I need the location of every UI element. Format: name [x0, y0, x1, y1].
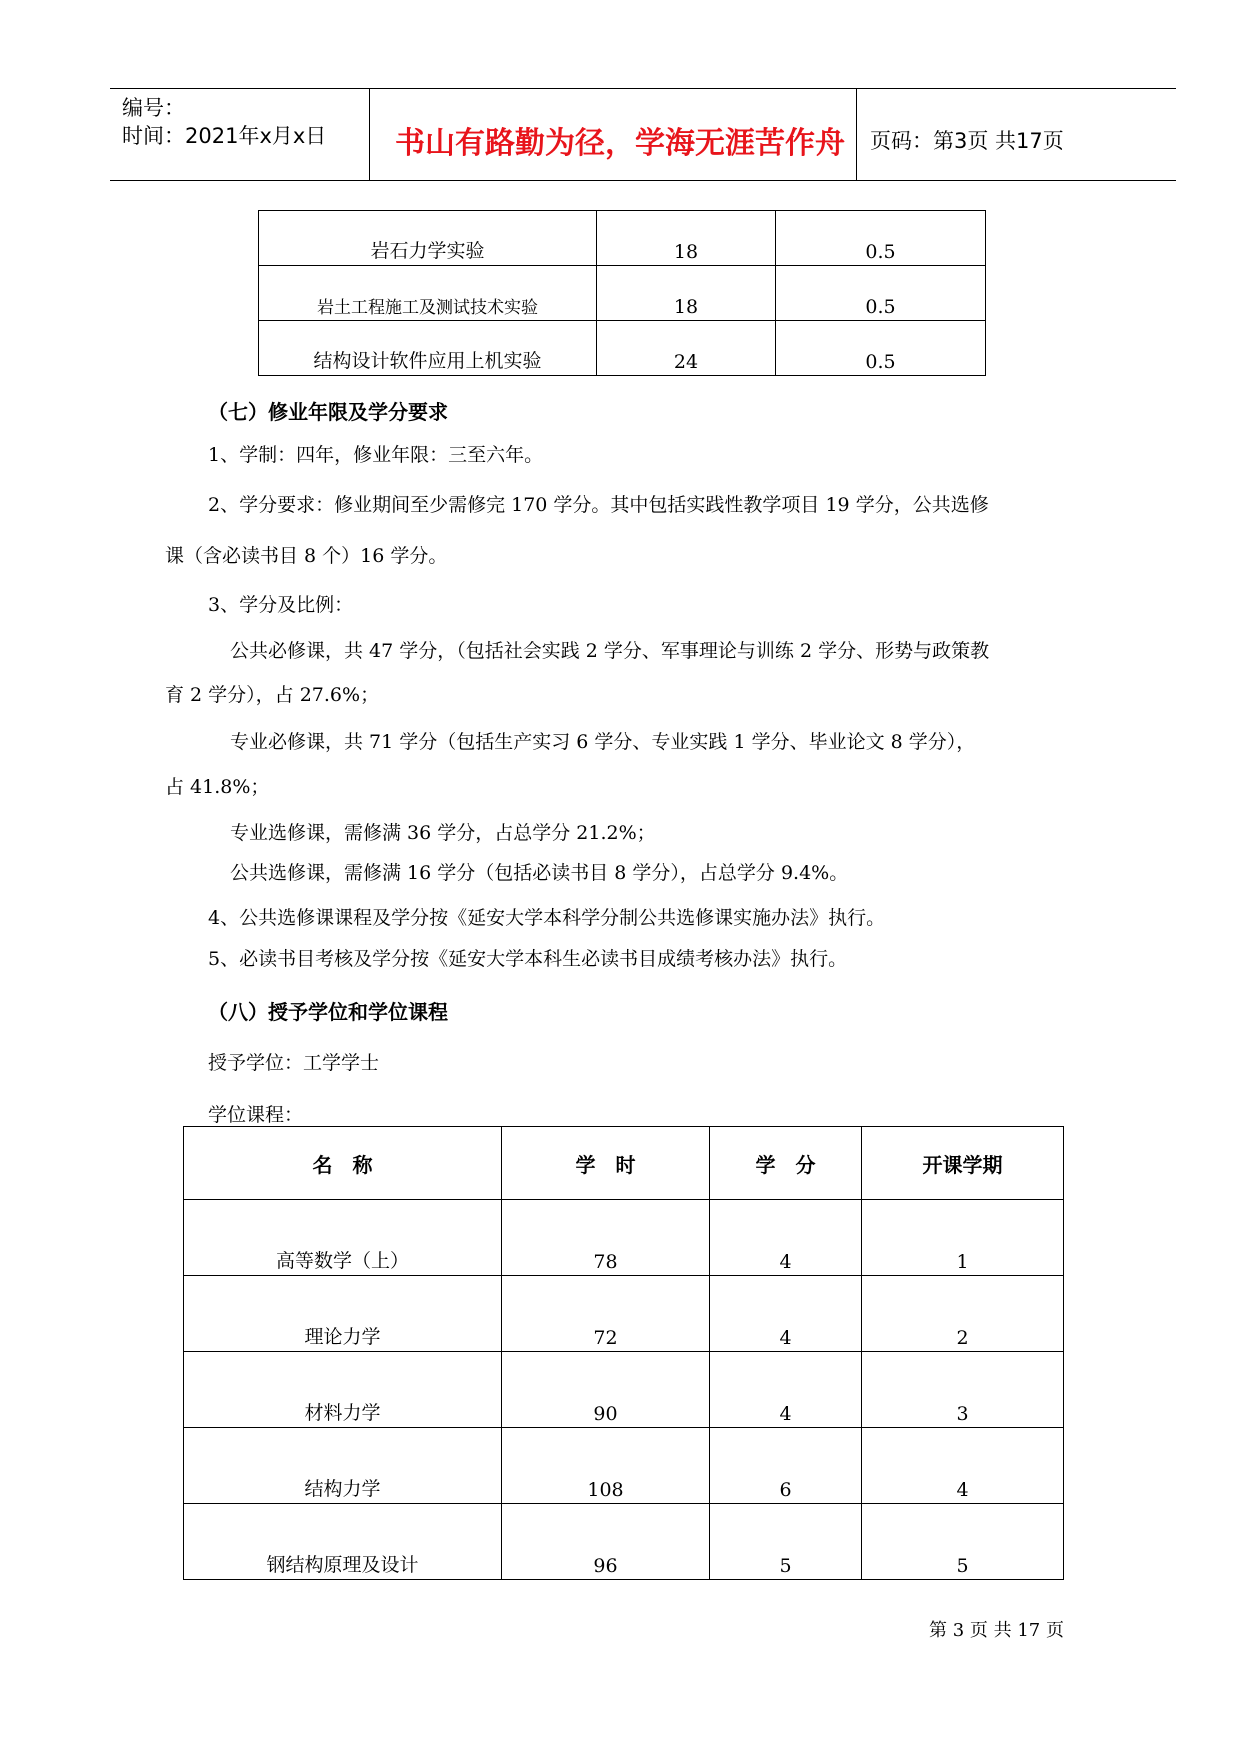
table-cell-hours: 72	[502, 1276, 710, 1352]
header-divider-right	[856, 88, 857, 180]
header-page-code: 页码：第3页 共17页	[870, 129, 1064, 153]
table-cell-hours: 78	[502, 1200, 710, 1276]
table-header-row	[184, 1127, 1064, 1200]
table-cell-name: 岩石力学实验	[259, 211, 597, 266]
courses-label: 学位课程：	[208, 1104, 304, 1126]
paragraph: 1、学制：四年，修业年限：三至六年。	[208, 444, 544, 466]
header-motto: 书山有路勤为径，学海无涯苦作舟	[395, 126, 845, 161]
table-cell-credits: 0.5	[776, 211, 986, 266]
paragraph: 公共必修课，共 47 学分，（包括社会实践 2 学分、军事理论与训练 2 学分、形势与政策教	[230, 640, 990, 662]
table-cell-semester: 2	[862, 1276, 1064, 1352]
paragraph: 专业选修课，需修满 36 学分，占总学分 21.2%；	[230, 822, 656, 844]
table-cell-hours: 24	[597, 321, 776, 376]
degree-courses-table	[183, 1126, 1064, 1580]
table-cell-hours: 90	[502, 1352, 710, 1428]
table-row	[184, 1200, 1064, 1276]
section-heading-8: （八）授予学位和学位课程	[208, 1000, 448, 1024]
column-header-credits: 学 分	[710, 1127, 862, 1200]
table-row	[184, 1504, 1064, 1580]
degree-line: 授予学位：工学学士	[208, 1052, 380, 1074]
table-cell-credits: 0.5	[776, 321, 986, 376]
paragraph: 公共选修课，需修满 16 学分（包括必读书目 8 学分），占总学分 9.4%。	[230, 862, 849, 884]
section-heading-7: （七）修业年限及学分要求	[208, 400, 448, 424]
table-cell-credits: 4	[710, 1352, 862, 1428]
table-cell-credits: 5	[710, 1504, 862, 1580]
table-row	[184, 1352, 1064, 1428]
table-cell-name: 高等数学（上）	[184, 1200, 502, 1276]
column-header-name: 名 称	[184, 1127, 502, 1200]
header-divider-left	[369, 88, 370, 180]
table-cell-semester: 1	[862, 1200, 1064, 1276]
table-cell-hours: 18	[597, 211, 776, 266]
paragraph: 育 2 学分），占 27.6%；	[165, 684, 380, 706]
table-cell-name: 钢结构原理及设计	[184, 1504, 502, 1580]
paragraph: 4、公共选修课课程及学分按《延安大学本科学分制公共选修课实施办法》执行。	[208, 907, 886, 929]
header-number-label: 编号：	[122, 96, 185, 120]
table-cell-credits: 4	[710, 1276, 862, 1352]
table-cell-hours: 18	[597, 266, 776, 321]
paragraph: 5、必读书目考核及学分按《延安大学本科生必读书目成绩考核办法》执行。	[208, 948, 848, 970]
table-cell-name: 岩土工程施工及测试技术实验	[259, 266, 597, 321]
table-cell-name: 结构力学	[184, 1428, 502, 1504]
page-footer: 第 3 页 共 17 页	[929, 1620, 1064, 1641]
column-header-semester: 开课学期	[862, 1127, 1064, 1200]
paragraph: 3、学分及比例：	[208, 594, 354, 616]
paragraph: 占 41.8%；	[165, 776, 270, 798]
table-cell-credits: 4	[710, 1200, 862, 1276]
table-cell-semester: 5	[862, 1504, 1064, 1580]
table-cell-semester: 3	[862, 1352, 1064, 1428]
column-header-hours: 学 时	[502, 1127, 710, 1200]
table-cell-hours: 108	[502, 1428, 710, 1504]
paragraph: 课（含必读书目 8 个）16 学分。	[165, 545, 448, 567]
table-cell-semester: 4	[862, 1428, 1064, 1504]
table-row	[184, 1428, 1064, 1504]
table-row	[184, 1276, 1064, 1352]
table-row	[259, 266, 986, 321]
table-row	[259, 211, 986, 266]
table-cell-name: 理论力学	[184, 1276, 502, 1352]
header-top-rule	[110, 88, 1176, 89]
header-bottom-rule	[110, 180, 1176, 181]
table-cell-name: 材料力学	[184, 1352, 502, 1428]
header-time-label: 时间：2021年x月x日	[122, 124, 327, 148]
table-cell-name: 结构设计软件应用上机实验	[259, 321, 597, 376]
paragraph: 2、学分要求：修业期间至少需修完 170 学分。其中包括实践性教学项目 19 学分，公共选修	[208, 494, 989, 516]
experiment-table	[258, 210, 986, 376]
table-cell-credits: 6	[710, 1428, 862, 1504]
table-cell-credits: 0.5	[776, 266, 986, 321]
paragraph: 专业必修课，共 71 学分（包括生产实习 6 学分、专业实践 1 学分、毕业论文 8 学分），	[230, 731, 976, 753]
table-cell-hours: 96	[502, 1504, 710, 1580]
table-row	[259, 321, 986, 376]
